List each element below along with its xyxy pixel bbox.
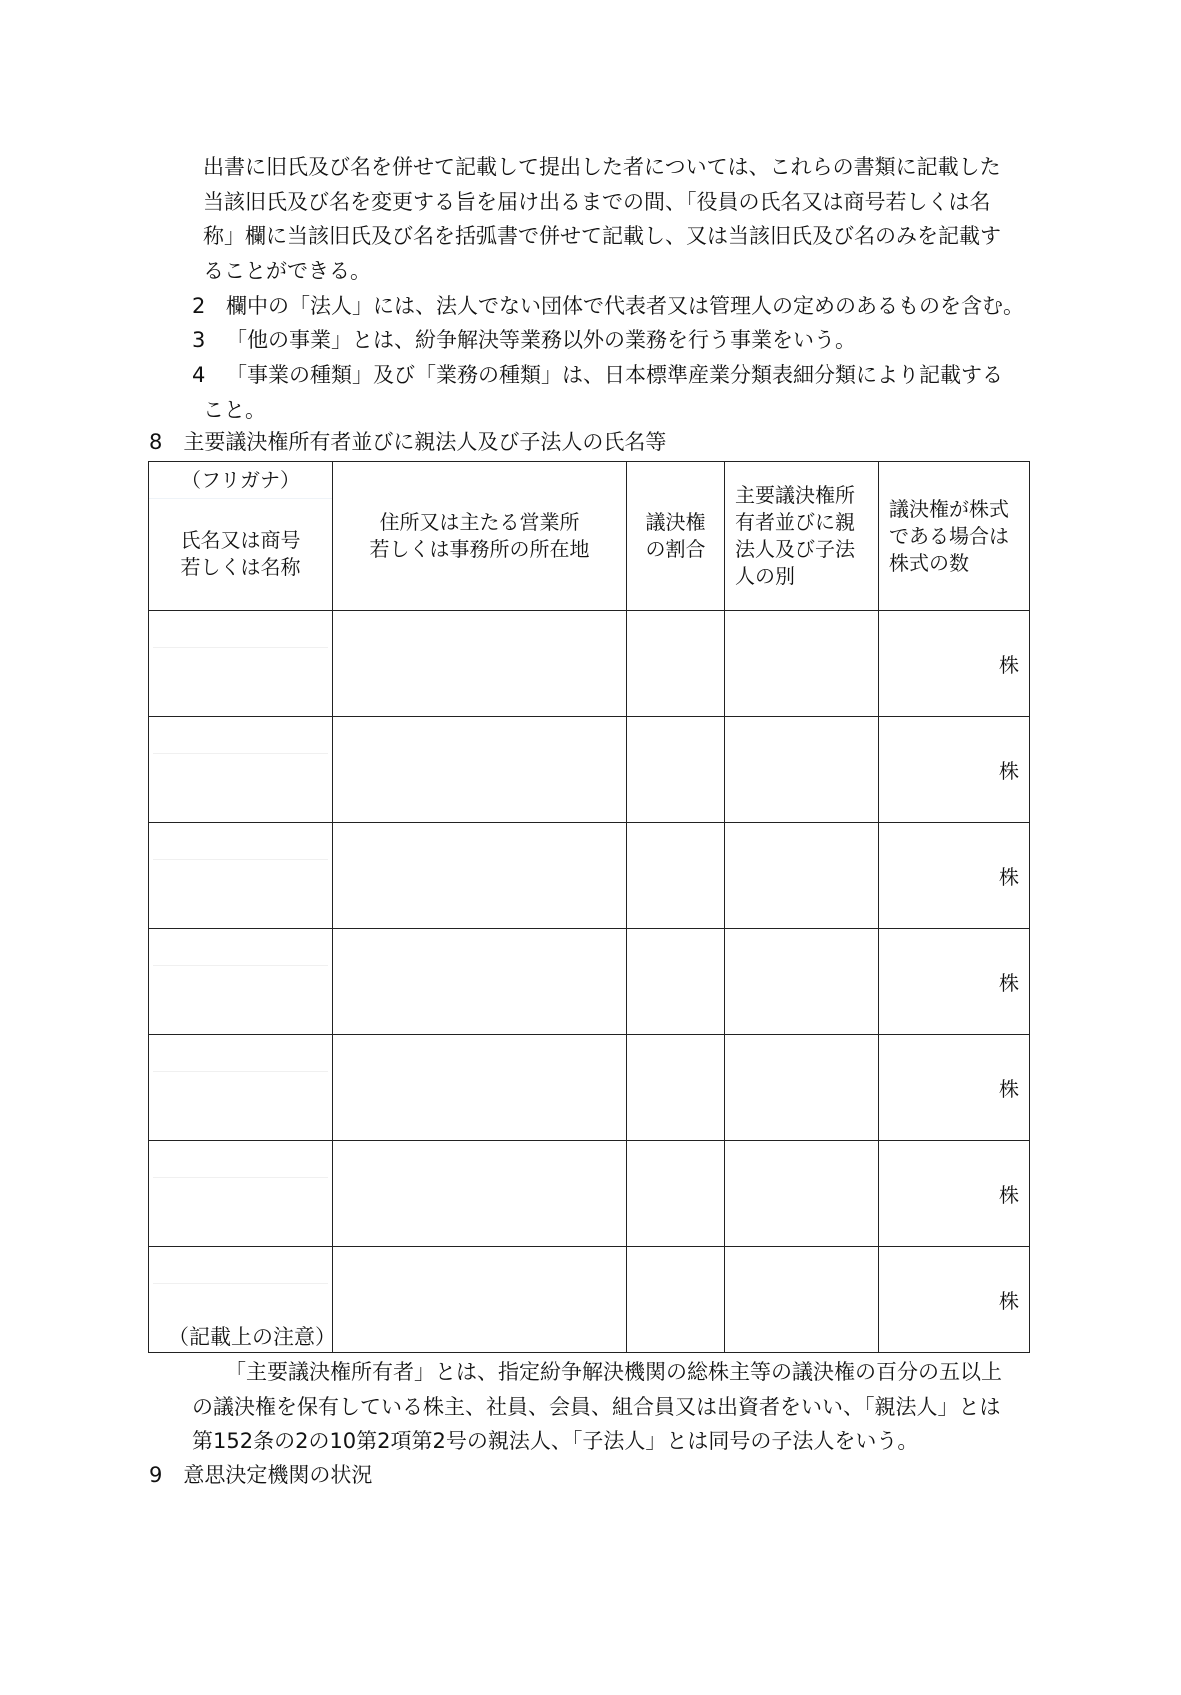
header-line: 氏名又は商号 [180, 528, 301, 552]
share-unit: 株 [999, 653, 1019, 677]
shares-cell[interactable] [879, 823, 1030, 929]
address-cell[interactable] [333, 1035, 627, 1141]
shares-cell[interactable] [879, 611, 1030, 717]
type-cell[interactable] [725, 717, 879, 823]
header-type [725, 462, 879, 611]
header-line: 株式の数 [889, 550, 969, 575]
intro-line: 称」欄に当該旧氏及び名を括弧書で併せて記載し、又は当該旧氏及び名のみを記載す [203, 224, 1001, 248]
ratio-cell[interactable] [627, 929, 725, 1035]
ratio-cell[interactable] [627, 1141, 725, 1247]
share-unit: 株 [999, 971, 1019, 995]
table-row [149, 611, 1030, 717]
furigana-divider [153, 1071, 328, 1072]
caution-line: の議決権を保有している株主、社員、会員、組合員又は出資者をいい、「親法人」とは [192, 1395, 1001, 1419]
address-cell[interactable] [333, 717, 627, 823]
table-row [149, 929, 1030, 1035]
type-cell[interactable] [725, 1247, 879, 1353]
header-line: である場合は [889, 523, 1009, 548]
name-cell[interactable] [149, 1141, 333, 1247]
type-cell[interactable] [725, 1141, 879, 1247]
header-furigana: （フリガナ） [149, 462, 332, 499]
intro-line: 出書に旧氏及び名を併せて記載して提出した者については、これらの書類に記載した [203, 155, 1001, 179]
header-line: 若しくは名称 [180, 555, 301, 579]
header-line: 有者並びに親 [735, 510, 855, 534]
header-line: 人の別 [735, 564, 795, 588]
type-cell[interactable] [725, 929, 879, 1035]
header-line: の割合 [645, 537, 706, 561]
caution-line: 「主要議決権所有者」とは、指定紛争解決機関の総株主等の議決権の百分の五以上 [225, 1360, 1002, 1384]
note-text: 「事業の種類」及び「業務の種類」は、日本標準産業分類表細分類により記載する [226, 363, 1003, 387]
furigana-divider [153, 1283, 328, 1284]
shares-cell[interactable] [879, 1247, 1030, 1353]
address-cell[interactable] [333, 1141, 627, 1247]
name-cell[interactable] [149, 823, 333, 929]
share-unit: 株 [999, 865, 1019, 889]
name-cell[interactable] [149, 1035, 333, 1141]
header-line: 議決権が株式 [889, 496, 1009, 521]
shares-cell[interactable] [879, 717, 1030, 823]
share-unit: 株 [999, 1077, 1019, 1101]
note-text-continued: こと。 [203, 398, 266, 422]
ratio-cell[interactable] [627, 1247, 725, 1353]
share-unit: 株 [999, 759, 1019, 783]
name-cell[interactable] [149, 717, 333, 823]
header-shares [879, 462, 1030, 611]
header-line: 若しくは事務所の所在地 [369, 537, 590, 561]
table-row [149, 1035, 1030, 1141]
note-text: 欄中の「法人」には、法人でない団体で代表者又は管理人の定めのあるものを含む。 [226, 294, 1024, 318]
header-address [333, 462, 627, 611]
table-row [149, 823, 1030, 929]
type-cell[interactable] [725, 823, 879, 929]
type-cell[interactable] [725, 1035, 879, 1141]
table-row [149, 717, 1030, 823]
ratio-cell[interactable] [627, 823, 725, 929]
furigana-divider [153, 1177, 328, 1178]
note-number: 2 [192, 294, 206, 318]
address-cell[interactable] [333, 611, 627, 717]
address-cell[interactable] [333, 823, 627, 929]
share-unit: 株 [999, 1183, 1019, 1207]
table-header-row [149, 462, 1030, 611]
note-number: 3 [192, 328, 206, 352]
furigana-divider [153, 647, 328, 648]
header-ratio [627, 462, 725, 611]
ratio-cell[interactable] [627, 717, 725, 823]
header-line: 主要議決権所 [735, 483, 855, 507]
furigana-divider [153, 753, 328, 754]
section-8-title: 8 主要議決権所有者並びに親法人及び子法人の氏名等 [149, 430, 667, 454]
name-cell[interactable] [149, 611, 333, 717]
header-line: 住所又は主たる営業所 [379, 510, 580, 534]
type-cell[interactable] [725, 611, 879, 717]
caution-title: （記載上の注意） [168, 1325, 336, 1349]
ratio-cell[interactable] [627, 611, 725, 717]
header-line: 法人及び子法 [735, 537, 855, 561]
shareholders-table [148, 461, 1030, 1353]
intro-line: 当該旧氏及び名を変更する旨を届け出るまでの間、「役員の氏名又は商号若しくは名 [203, 190, 991, 214]
header-name [149, 462, 333, 611]
note-number: 4 [192, 363, 206, 387]
caution-line: 第152条の2の10第2項第2号の親法人、「子法人」とは同号の子法人をいう。 [192, 1429, 919, 1453]
intro-line: ることができる。 [203, 259, 371, 283]
table-row [149, 1141, 1030, 1247]
section-9-title: 9 意思決定機関の状況 [149, 1463, 373, 1487]
shares-cell[interactable] [879, 929, 1030, 1035]
furigana-divider [153, 859, 328, 860]
shares-cell[interactable] [879, 1035, 1030, 1141]
furigana-divider [153, 965, 328, 966]
shares-cell[interactable] [879, 1141, 1030, 1247]
ratio-cell[interactable] [627, 1035, 725, 1141]
address-cell[interactable] [333, 929, 627, 1035]
name-cell[interactable] [149, 929, 333, 1035]
address-cell[interactable] [333, 1247, 627, 1353]
note-text: 「他の事業」とは、紛争解決等業務以外の業務を行う事業をいう。 [226, 328, 856, 352]
header-line: 議決権 [645, 510, 706, 534]
share-unit: 株 [999, 1289, 1019, 1313]
